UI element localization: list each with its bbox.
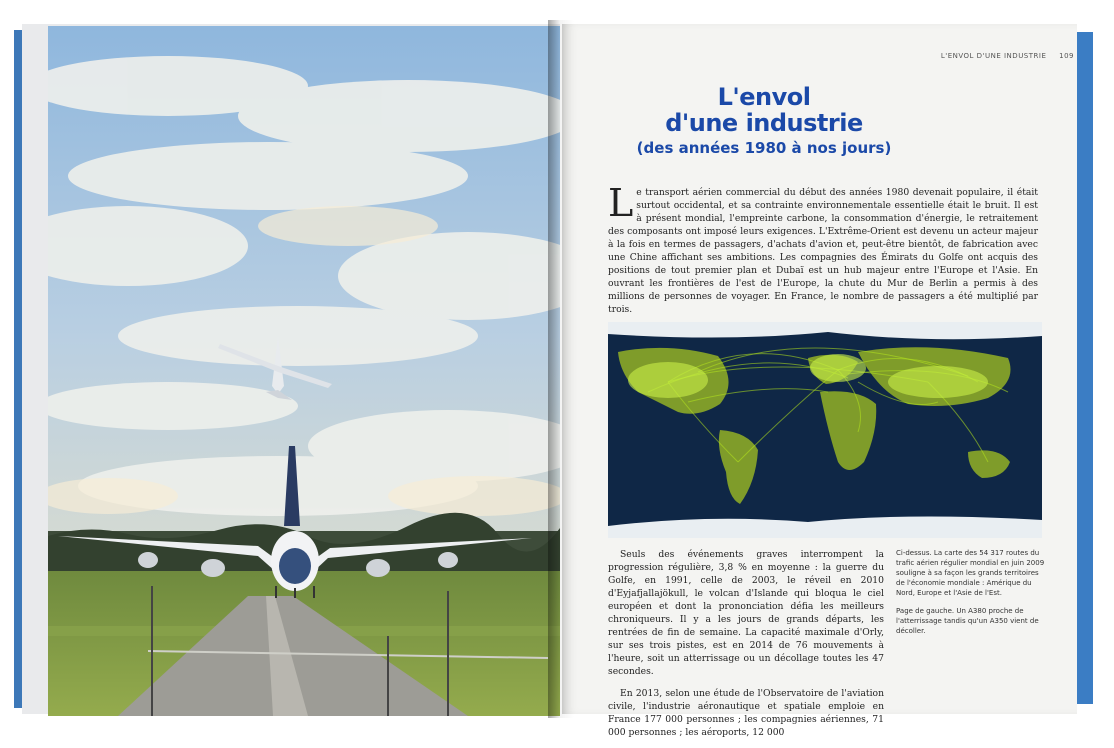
- chapter-subtitle: (des années 1980 à nos jours): [636, 139, 892, 157]
- page-number: 109: [1059, 52, 1074, 60]
- chapter-title: [612, 84, 916, 158]
- book-cover-edge-left: [14, 30, 22, 708]
- intro-paragraph: [608, 181, 1038, 316]
- running-head-title: L'ENVOL D'UNE INDUSTRIE: [940, 52, 1047, 60]
- intro-text: e transport aérien commercial du début des années 1980 devenait populaire, il était surtout occidental, et sa contrainte environnementale essentielle était le bruit. Il est à présent mondial, l'empreinte carbone, la consommation d'énergie, le retraitement des composants ont imposé leurs exigences. L'Extrême-Orient est devenu un acteur majeur à la fois en termes de passagers, d'achats d'avion et, peut-être bientôt, de fabrication avec une Chine affichant ses ambitions. Les compagnies des Émirats du Golfe ont acquis des positions de tout premier plan et Dubaï est un hub majeur entre l'Europe et l'Asie. En ouvrant les frontières de l'est de l'Europe, la chute du Mur de Berlin a permis à des millions de personnes de voyager. En France, le nombre de passagers a été multiplié par trois.: [608, 187, 1038, 315]
- chapter-title-line2: d'une industrie: [665, 109, 863, 137]
- map-graphic: [608, 322, 1042, 538]
- chapter-title-line1: L'envol: [717, 83, 811, 111]
- body-paragraph-1: Seuls des événements graves interrompent la progression régulière, 3,8 % en moyenne : la guerre du Golfe, en 1991, celle de 2003, le réveil en 2010 d'Eyjafjallajökull, le volcan d'Islande qui bloqua le ciel européen et dont la prononciation défia les meilleurs chroniqueurs. Il y a les jours de grands départs, les rentrées de fin de semaine. La capacité maximale d'Orly, sur ses trois pistes, est en 2014 de 76 mouvements à l'heure, soit un atterrissage ou un décollage toutes les 47 secondes.: [608, 549, 884, 677]
- map-caption: Ci-dessus. La carte des 54 317 routes du trafic aérien régulier mondial en juin 2009 souligne à sa façon les grands territoires de l'économie mondiale : Amérique du Nord, Europe et l'Asie de l'Est.: [896, 549, 1045, 597]
- photo-caption: Page de gauche. Un A380 proche de l'atterrissage tandis qu'un A350 vient de décoller.: [896, 607, 1039, 635]
- running-head: [941, 52, 1074, 60]
- book-cover-edge-right: [1077, 32, 1093, 704]
- aircraft-photo: [48, 26, 560, 716]
- captions: [896, 548, 1046, 644]
- body-column: [608, 548, 884, 748]
- airport-scene: [48, 26, 560, 716]
- world-air-routes-map: [608, 322, 1042, 538]
- drop-cap: L: [608, 181, 634, 225]
- body-paragraph-2: En 2013, selon une étude de l'Observatoire de l'aviation civile, l'industrie aéronautique et spatiale emploie en France 177 000 personnes ; les compagnies aériennes, 71 000 personnes ; les aéroports, 12 000: [608, 688, 884, 738]
